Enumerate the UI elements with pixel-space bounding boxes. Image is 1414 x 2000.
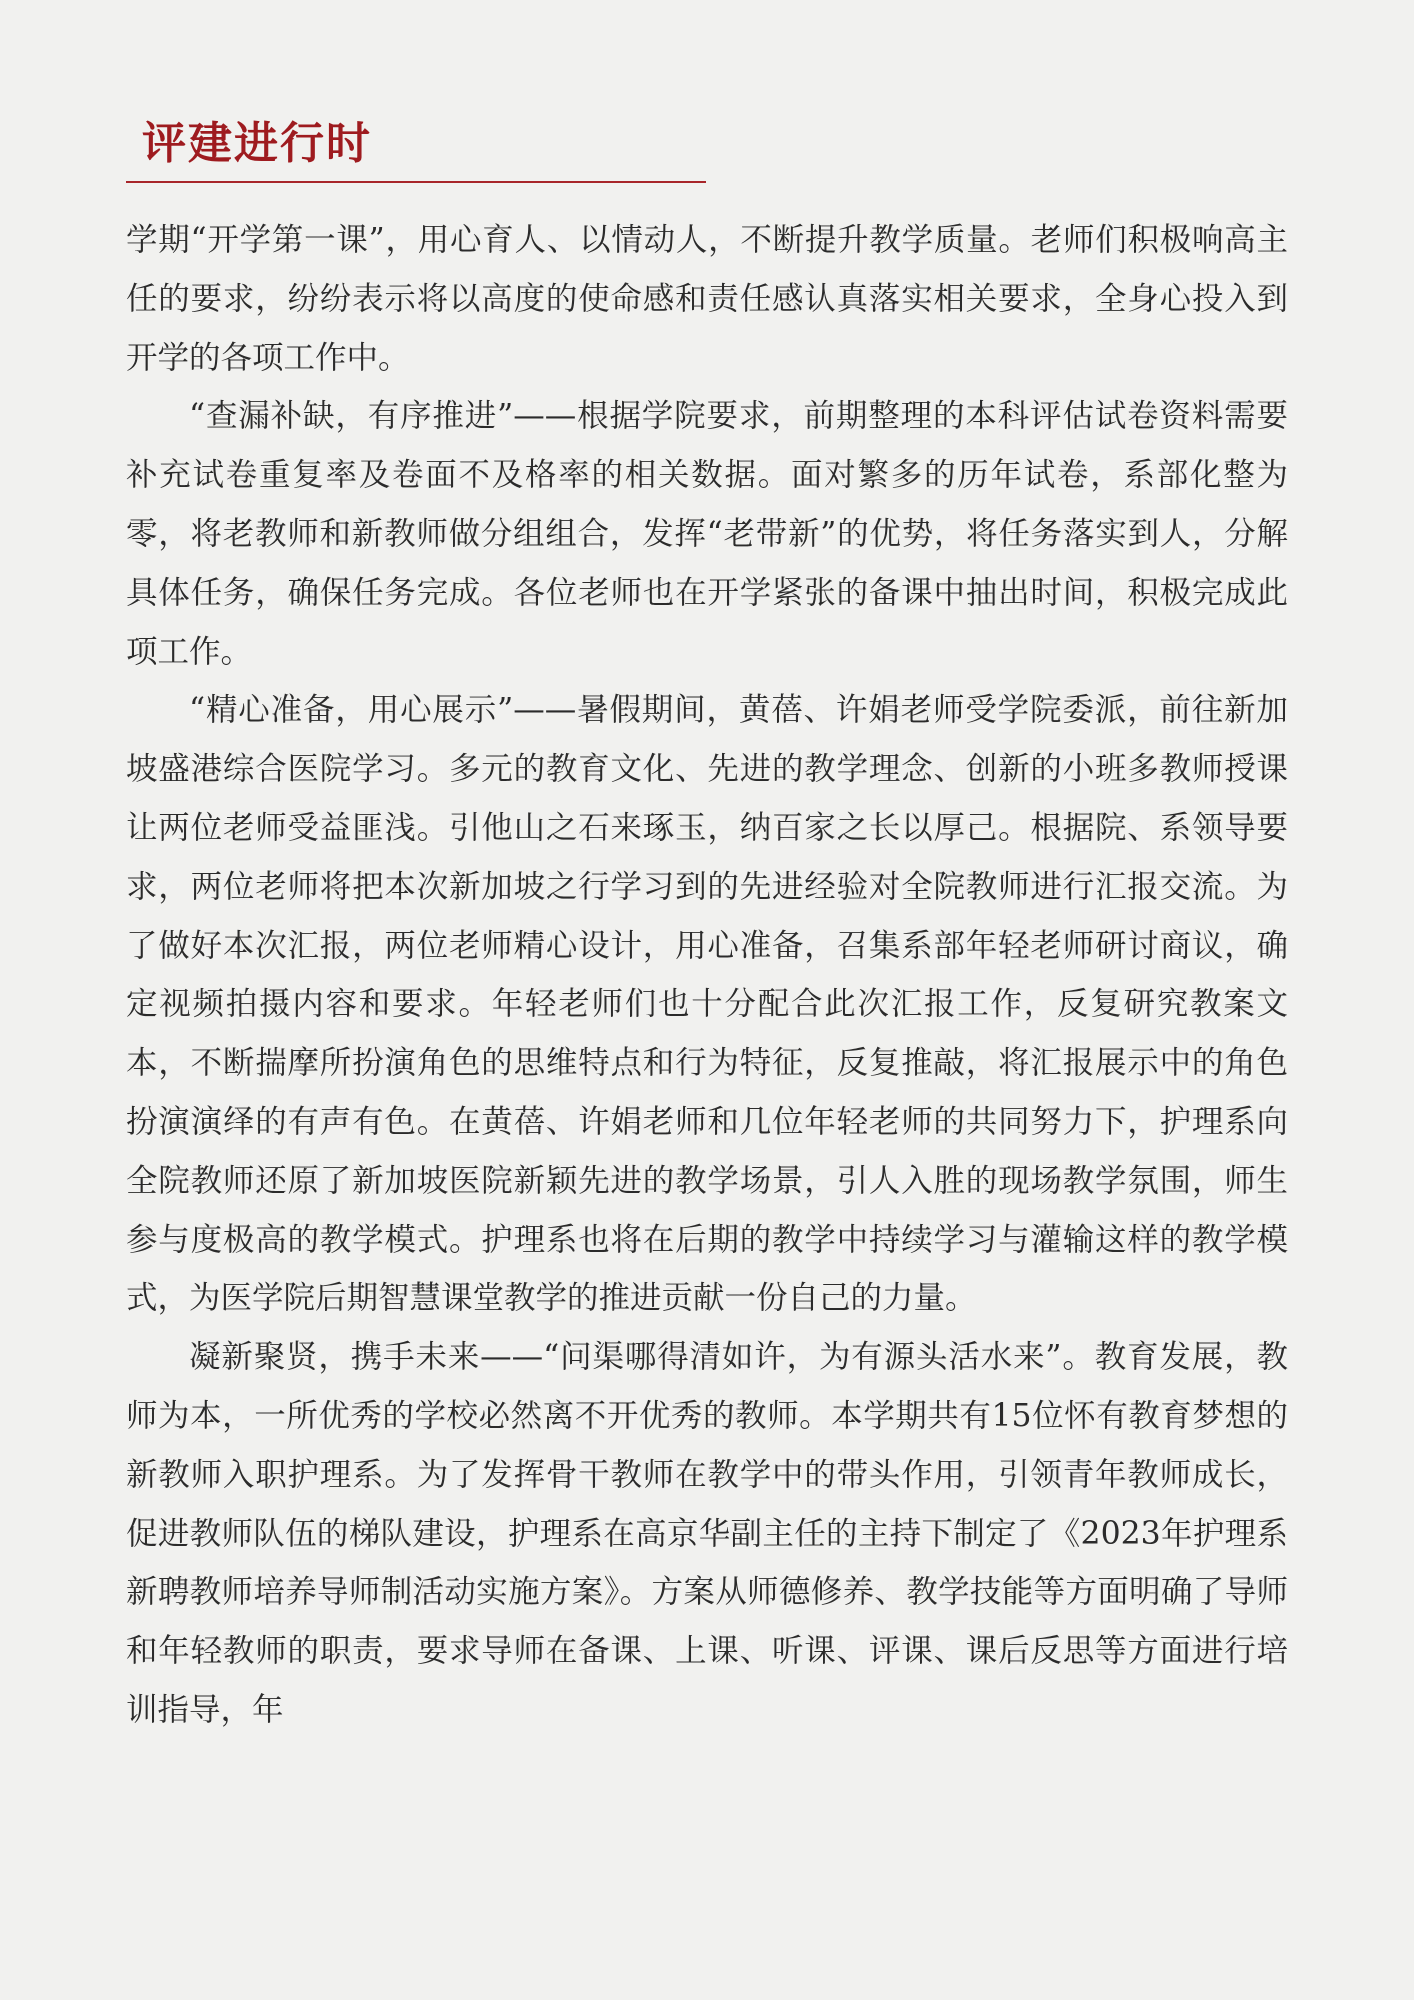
article-body	[126, 211, 1288, 1740]
paragraph-new-teachers: 凝新聚贤，携手未来——“问渠哪得清如许，为有源头活水来”。教育发展，教师为本，一所优秀的学校必然离不开优秀的教师。本学期共有15位怀有教育梦想的新教师入职护理系。为了发挥骨干教师在教学中的带头作用，引领青年教师成长，促进教师队伍的梯队建设，护理系在高京华副主任的主持下制定了《2023年护理系新聘教师培养导师制活动实施方案》。方案从师德修养、教学技能等方面明确了导师和年轻教师的职责，要求导师在备课、上课、听课、评课、课后反思等方面进行培训指导，年	[126, 1339, 1288, 1728]
paragraph-continued: 学期“开学第一课”，用心育人、以情动人，不断提升教学质量。老师们积极响高主任的要求，纷纷表示将以高度的使命感和责任感认真落实相关要求，全身心投入到开学的各项工作中。	[126, 222, 1288, 376]
title-underline	[126, 181, 706, 183]
paragraph-exam-review: “查漏补缺，有序推进”——根据学院要求，前期整理的本科评估试卷资料需要补充试卷重复率及卷面不及格率的相关数据。面对繁多的历年试卷，系部化整为零，将老教师和新教师做分组组合，发挥“老带新”的优势，将任务落实到人，分解具体任务，确保任务完成。各位老师也在开学紧张的备课中抽出时间，积极完成此项工作。	[126, 398, 1288, 670]
section-header	[126, 108, 706, 184]
section-title: 评建进行时	[142, 118, 372, 169]
paragraph-singapore-report: “精心准备，用心展示”——暑假期间，黄蓓、许娟老师受学院委派，前往新加坡盛港综合医院学习。多元的教育文化、先进的教学理念、创新的小班多教师授课让两位老师受益匪浅。引他山之石来琢玉，纳百家之长以厚己。根据院、系领导要求，两位老师将把本次新加坡之行学习到的先进经验对全院教师进行汇报交流。为了做好本次汇报，两位老师精心设计，用心准备，召集系部年轻老师研讨商议，确定视频拍摄内容和要求。年轻老师们也十分配合此次汇报工作，反复研究教案文本，不断揣摩所扮演角色的思维特点和行为特征，反复推敲，将汇报展示中的角色扮演演绎的有声有色。在黄蓓、许娟老师和几位年轻老师的共同努力下，护理系向全院教师还原了新加坡医院新颖先进的教学场景，引人入胜的现场教学氛围，师生参与度极高的教学模式。护理系也将在后期的教学中持续学习与灌输这样的教学模式，为医学院后期智慧课堂教学的推进贡献一份自己的力量。	[126, 692, 1288, 1317]
